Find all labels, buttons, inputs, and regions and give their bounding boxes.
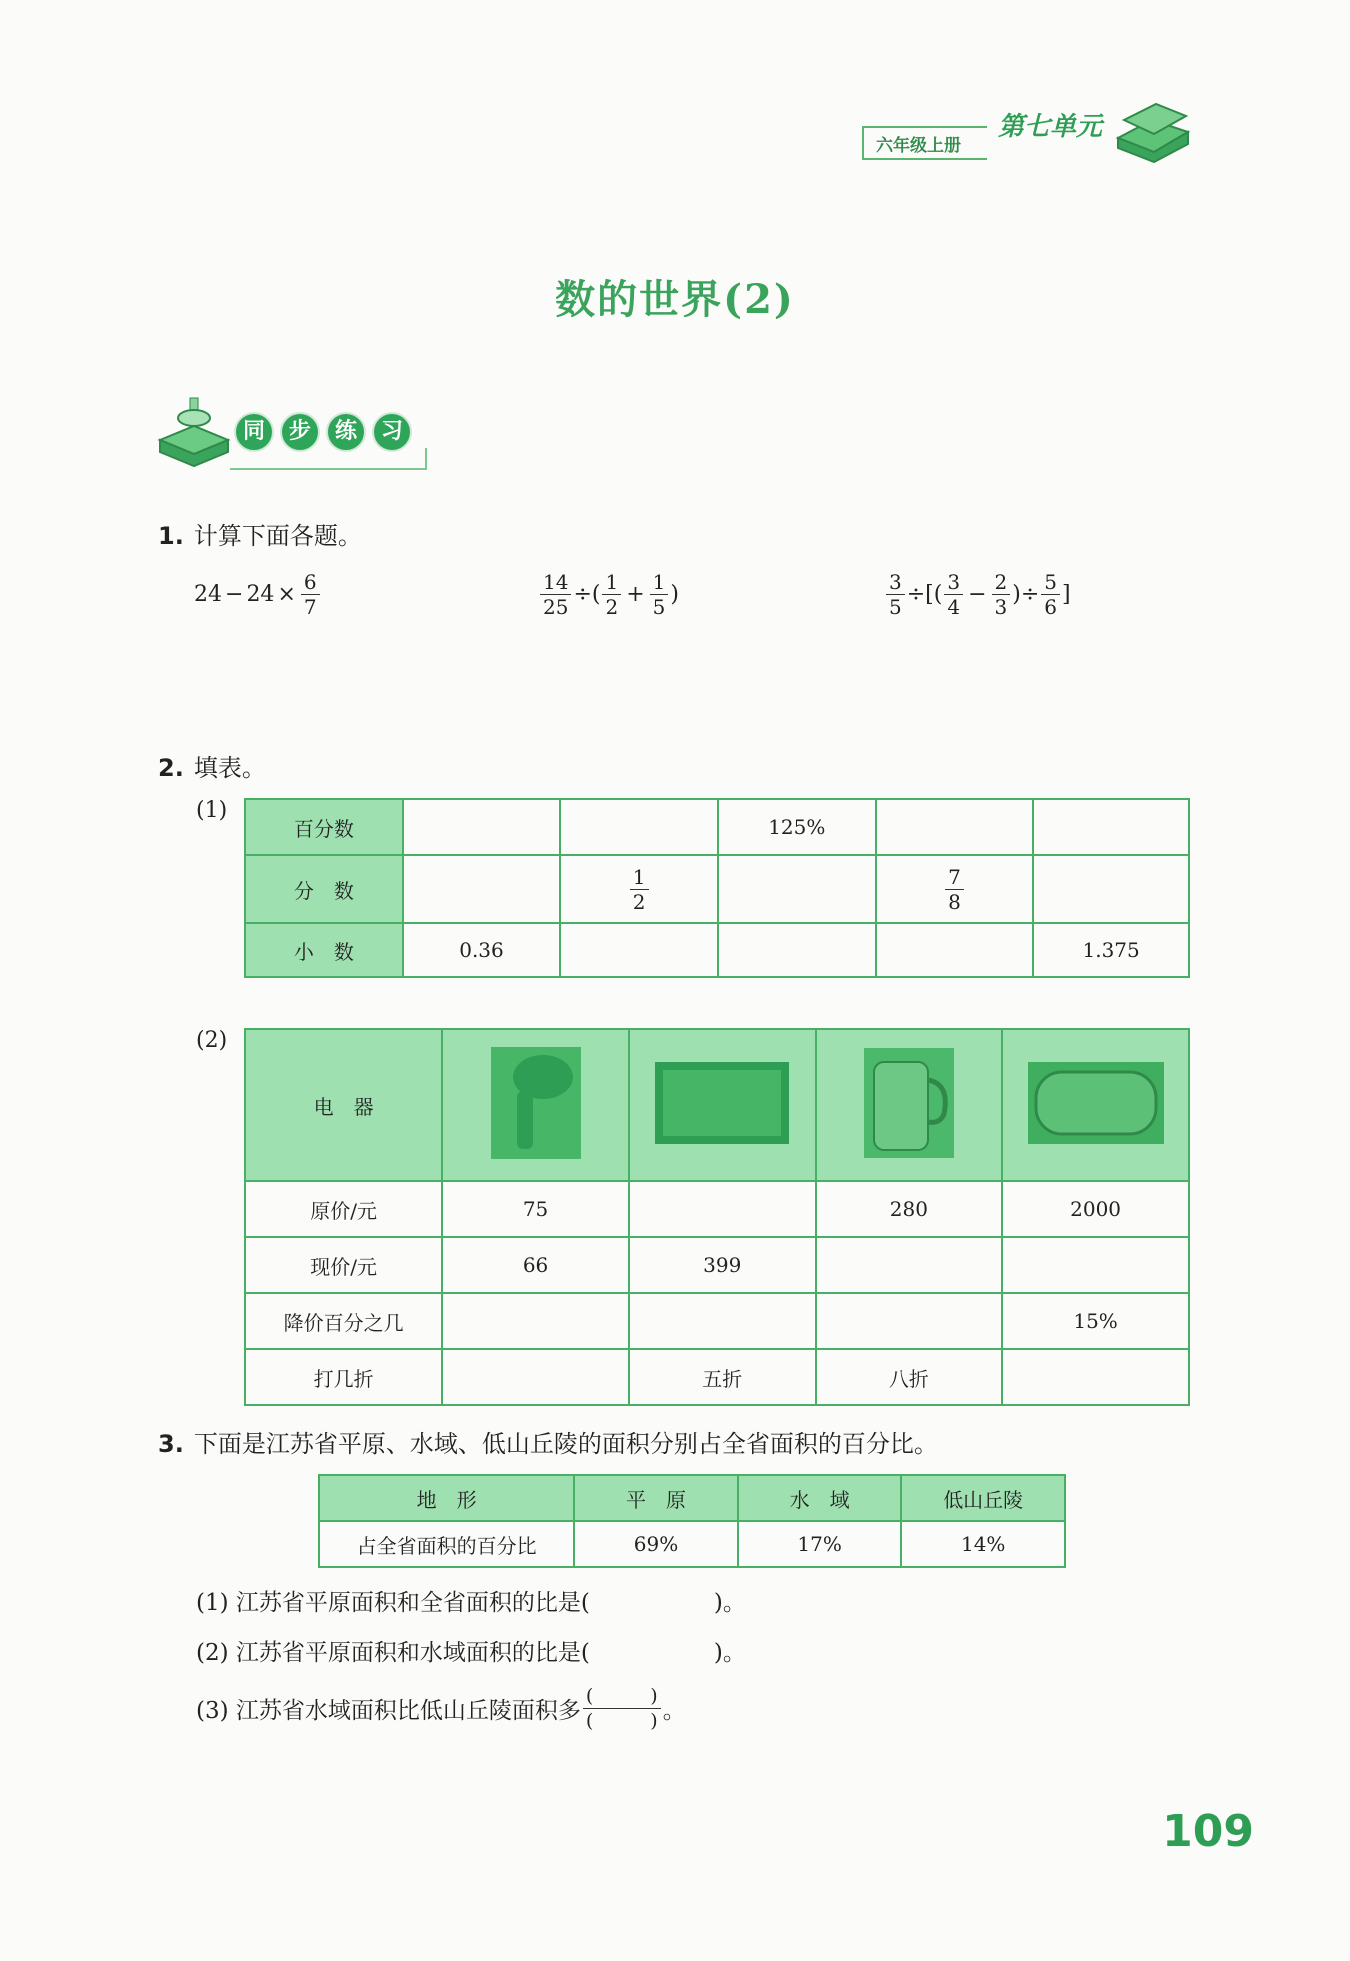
value-cell: 14% [901,1521,1065,1567]
row-header: 现价/元 [245,1237,442,1293]
column-header: 平 原 [574,1475,738,1521]
grade-label: 六年级上册 [876,135,961,156]
fraction [540,570,571,619]
column-header: 地 形 [319,1475,574,1521]
electric-kettle-icon [864,1048,954,1158]
number: 24 [246,582,275,607]
numerator: 1 [602,570,621,595]
value-cell: 八折 [816,1349,1003,1405]
appliance-cell [1002,1029,1189,1181]
row-header: 占全省面积的百分比 [319,1521,574,1567]
sub-question-text: (3) 江苏省水域面积比低山丘陵面积多 [196,1698,581,1724]
table-row [245,1181,1189,1237]
numerator: 2 [992,570,1011,595]
numerator: 3 [944,570,963,595]
table-row [245,1349,1189,1405]
question-number: 1. [158,522,184,550]
sub-question-text: (2) 江苏省平原面积和水域面积的比是( [196,1640,590,1666]
part-label: (2) [196,1028,228,1053]
sub-question-end: )。 [713,1590,746,1616]
denominator: 25 [543,595,569,619]
expression-2 [538,570,679,619]
operator: ) [670,582,679,607]
books-stack-icon [1112,98,1192,168]
answer-cell[interactable] [560,799,718,855]
answer-cell[interactable] [876,799,1034,855]
numerator: 1 [650,570,669,595]
section-tag-char: 习 [372,412,412,452]
answer-cell[interactable] [1002,1237,1189,1293]
table-row [245,923,1189,977]
number: 24 [194,582,222,607]
operator: × [277,582,296,607]
answer-cell[interactable] [403,799,561,855]
answer-cell[interactable] [1033,855,1189,923]
value-cell: 66 [442,1237,629,1293]
appliance-cell [629,1029,816,1181]
operator: ] [1062,582,1071,607]
section-tag-char: 步 [280,412,320,452]
sub-question-end: )。 [713,1640,746,1666]
table-row [245,799,1189,855]
denominator: 2 [632,889,646,914]
answer-cell[interactable] [629,1181,816,1237]
appliance-cell [816,1029,1003,1181]
row-header: 小 数 [245,923,403,977]
grade-badge [862,126,987,160]
row-header: 降价百分之几 [245,1293,442,1349]
answer-cell[interactable] [718,923,876,977]
answer-cell[interactable] [442,1293,629,1349]
answer-cell[interactable] [718,855,876,923]
expression-1 [194,570,322,619]
row-header: 打几折 [245,1349,442,1405]
denominator: 4 [947,595,961,619]
hair-dryer-icon [491,1047,581,1159]
denominator: 7 [303,595,317,619]
numerator: 1 [630,865,649,890]
row-header: 百分数 [245,799,403,855]
question-number: 3. [158,1430,184,1458]
value-cell: 280 [816,1181,1003,1237]
answer-cell[interactable] [403,855,561,923]
numerator: 5 [1041,570,1060,595]
operator: ÷[( [906,582,943,607]
page-number: 109 [1162,1806,1254,1857]
table-row [245,855,1189,923]
fraction [650,570,669,619]
answer-cell[interactable] [1002,1349,1189,1405]
numerator: 14 [540,570,571,595]
fraction [630,865,649,914]
sub-question-text: (1) 江苏省平原面积和全省面积的比是( [196,1590,590,1616]
value-cell: 2000 [1002,1181,1189,1237]
fraction [301,570,320,619]
fraction [602,570,621,619]
value-cell: 125% [718,799,876,855]
unit-label: 第七单元 [998,112,1103,142]
operator: − [968,582,987,607]
question-number: 2. [158,754,184,782]
section-tag-char: 练 [326,412,366,452]
operator: ÷( [573,582,601,607]
row-header: 电 器 [245,1029,442,1181]
denominator: 6 [1044,595,1058,619]
answer-cell[interactable] [560,923,718,977]
fraction [886,570,905,619]
question-1 [158,516,362,551]
terrain-table [318,1474,1066,1568]
answer-cell[interactable] [816,1293,1003,1349]
table-row [245,1293,1189,1349]
table-row [245,1237,1189,1293]
numerator-blank[interactable]: ( ) [583,1684,661,1709]
table-row [319,1521,1065,1567]
value-cell: 75 [442,1181,629,1237]
table-row [245,1029,1189,1181]
operator: + [626,582,645,607]
section-tag [234,412,412,452]
numerator: 3 [886,570,905,595]
answer-cell[interactable] [1033,799,1189,855]
value-cell: 69% [574,1521,738,1567]
question-3 [158,1424,938,1459]
question-2 [158,748,266,783]
denominator: 3 [994,595,1008,619]
appliance-cell [442,1029,629,1181]
answer-fraction-blank[interactable] [583,1684,661,1733]
operator: − [225,582,244,607]
answer-cell[interactable] [629,1293,816,1349]
value-cell: 五折 [629,1349,816,1405]
denominator: 5 [652,595,666,619]
value-cell [876,855,1034,923]
answer-cell[interactable] [442,1349,629,1405]
section-underline [230,448,427,470]
page-title: 数的世界(2) [555,276,795,323]
column-header: 低山丘陵 [901,1475,1065,1521]
value-cell: 15% [1002,1293,1189,1349]
answer-cell[interactable] [816,1237,1003,1293]
part-label: (1) [196,798,228,823]
conversion-table [244,798,1190,978]
expression-3 [884,570,1071,619]
fraction [1041,570,1060,619]
operator: )÷ [1012,582,1040,607]
row-header: 分 数 [245,855,403,923]
value-cell: 17% [738,1521,902,1567]
books-stack-icon [156,396,232,474]
denominator: 2 [605,595,619,619]
row-header: 原价/元 [245,1181,442,1237]
appliance-table [244,1028,1190,1406]
fraction [992,570,1011,619]
value-cell: 1.375 [1033,923,1189,977]
answer-cell[interactable] [876,923,1034,977]
denominator-blank[interactable]: ( ) [585,1710,658,1732]
denominator: 5 [889,595,902,619]
numerator: 6 [301,570,320,595]
fraction [944,570,963,619]
value-cell [560,855,718,923]
sub-question-1 [196,1584,746,1617]
water-heater-icon [1028,1062,1164,1144]
question-text: 下面是江苏省平原、水域、低山丘陵的面积分别占全省面积的百分比。 [193,1430,938,1458]
column-header: 水 域 [738,1475,902,1521]
question-text: 计算下面各题。 [193,522,362,550]
sub-question-end: 。 [662,1698,686,1724]
fraction [945,865,964,914]
sub-question-3 [196,1684,686,1733]
value-cell: 399 [629,1237,816,1293]
question-text: 填表。 [193,754,266,782]
sub-question-2 [196,1634,746,1667]
table-row [319,1475,1065,1521]
denominator: 8 [948,889,961,914]
value-cell: 0.36 [403,923,561,977]
numerator: 7 [945,865,964,890]
microwave-icon [655,1062,789,1144]
section-tag-char: 同 [234,412,274,452]
